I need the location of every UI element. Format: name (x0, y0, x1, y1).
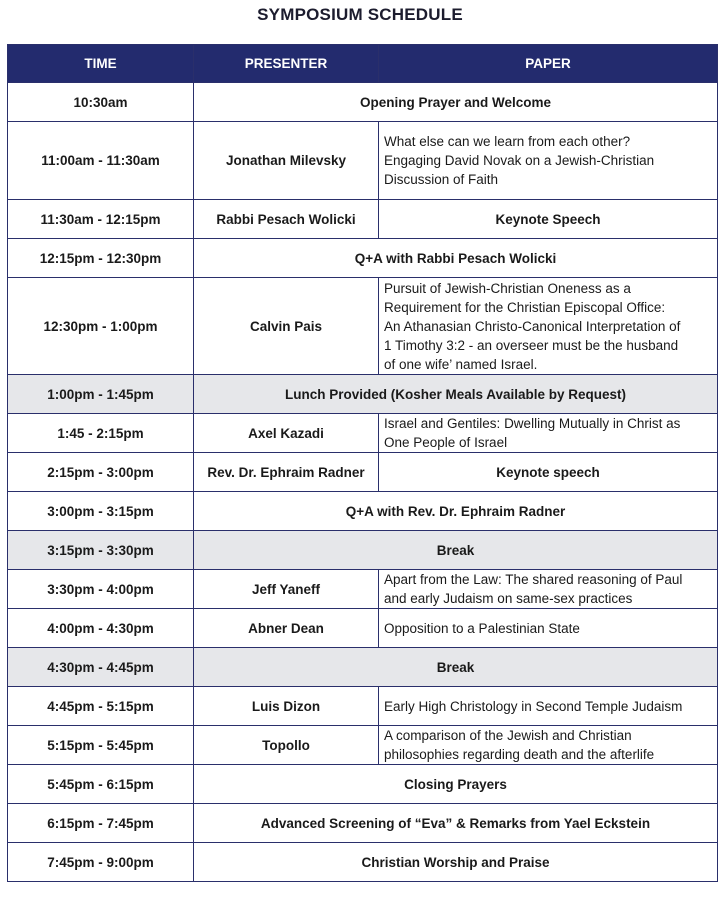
schedule-row (8, 200, 718, 239)
time-cell: 4:00pm - 4:30pm (8, 609, 194, 648)
time-cell: 3:15pm - 3:30pm (8, 531, 194, 570)
header-row (8, 45, 718, 83)
paper-line: A comparison of the Jewish and Christian (384, 728, 632, 743)
column-header-paper: PAPER (379, 45, 718, 83)
time-cell: 6:15pm - 7:45pm (8, 804, 194, 843)
paper-line: Engaging David Novak on a Jewish-Christian (384, 153, 655, 168)
event-cell: Advanced Screening of “Eva” & Remarks from Yael Eckstein (194, 804, 718, 843)
schedule-row (8, 804, 718, 843)
paper-cell (379, 278, 718, 375)
event-cell: Q+A with Rev. Dr. Ephraim Radner (194, 492, 718, 531)
time-cell: 11:00am - 11:30am (8, 122, 194, 200)
event-cell: Break (194, 531, 718, 570)
paper-cell (379, 609, 718, 648)
time-cell: 4:45pm - 5:15pm (8, 687, 194, 726)
schedule-row (8, 531, 718, 570)
time-cell: 12:30pm - 1:00pm (8, 278, 194, 375)
paper-cell (379, 122, 718, 200)
schedule-title: SYMPOSIUM SCHEDULE (257, 5, 463, 24)
paper-cell: Keynote Speech (379, 200, 718, 239)
column-header-time: TIME (8, 45, 194, 83)
paper-line: of one wife’ named Israel. (384, 356, 538, 372)
presenter-cell: Luis Dizon (194, 687, 379, 726)
schedule-row (8, 492, 718, 531)
schedule-row (8, 765, 718, 804)
paper-line: philosophies regarding death and the afterlife (384, 747, 655, 762)
paper-cell: Keynote speech (379, 453, 718, 492)
schedule-row (8, 122, 718, 200)
time-cell: 1:00pm - 1:45pm (8, 375, 194, 414)
paper-line: Opposition to a Palestinian State (384, 620, 580, 636)
paper-line: Apart from the Law: The shared reasoning of Paul (384, 572, 683, 587)
time-cell: 5:15pm - 5:45pm (8, 726, 194, 765)
schedule-row (8, 843, 718, 882)
schedule-row (8, 453, 718, 492)
schedule-row (8, 648, 718, 687)
schedule-row (8, 278, 718, 375)
time-cell: 7:45pm - 9:00pm (8, 843, 194, 882)
schedule-row (8, 239, 718, 278)
paper-line: Requirement for the Christian Episcopal Office: (384, 299, 666, 315)
presenter-cell: Jeff Yaneff (194, 570, 379, 609)
paper-cell (379, 414, 718, 453)
event-cell: Opening Prayer and Welcome (194, 83, 718, 122)
presenter-cell: Rev. Dr. Ephraim Radner (194, 453, 379, 492)
time-cell: 12:15pm - 12:30pm (8, 239, 194, 278)
event-cell: Lunch Provided (Kosher Meals Available by Request) (194, 375, 718, 414)
paper-line: Israel and Gentiles: Dwelling Mutually in Christ as (384, 416, 681, 431)
event-cell: Closing Prayers (194, 765, 718, 804)
paper-line: Pursuit of Jewish-Christian Oneness as a (384, 280, 631, 296)
presenter-cell: Topollo (194, 726, 379, 765)
time-cell: 3:00pm - 3:15pm (8, 492, 194, 531)
time-cell: 3:30pm - 4:00pm (8, 570, 194, 609)
time-cell: 10:30am (8, 83, 194, 122)
time-cell: 2:15pm - 3:00pm (8, 453, 194, 492)
presenter-cell: Calvin Pais (194, 278, 379, 375)
time-cell: 5:45pm - 6:15pm (8, 765, 194, 804)
presenter-cell: Rabbi Pesach Wolicki (194, 200, 379, 239)
paper-cell (379, 687, 718, 726)
paper-line: Discussion of Faith (384, 172, 499, 187)
paper-cell (379, 726, 718, 765)
schedule-row (8, 414, 718, 453)
time-cell: 11:30am - 12:15pm (8, 200, 194, 239)
presenter-cell: Jonathan Milevsky (194, 122, 379, 200)
paper-cell (379, 570, 718, 609)
paper-line: 1 Timothy 3:2 - an overseer must be the husband (384, 337, 679, 353)
paper-line: An Athanasian Christo-Canonical Interpretation of (384, 318, 681, 334)
schedule-row (8, 726, 718, 765)
schedule-row (8, 83, 718, 122)
presenter-cell: Axel Kazadi (194, 414, 379, 453)
schedule-row (8, 609, 718, 648)
presenter-cell: Abner Dean (194, 609, 379, 648)
schedule-row (8, 570, 718, 609)
time-cell: 4:30pm - 4:45pm (8, 648, 194, 687)
event-cell: Christian Worship and Praise (194, 843, 718, 882)
paper-line: Early High Christology in Second Temple Judaism (384, 698, 683, 714)
paper-line: One People of Israel (384, 435, 508, 450)
column-header-presenter: PRESENTER (194, 45, 379, 83)
event-cell: Q+A with Rabbi Pesach Wolicki (194, 239, 718, 278)
time-cell: 1:45 - 2:15pm (8, 414, 194, 453)
event-cell: Break (194, 648, 718, 687)
paper-line: and early Judaism on same-sex practices (384, 591, 633, 606)
paper-line: What else can we learn from each other? (384, 134, 631, 149)
schedule-table (7, 44, 718, 882)
schedule-row (8, 375, 718, 414)
schedule-row (8, 687, 718, 726)
